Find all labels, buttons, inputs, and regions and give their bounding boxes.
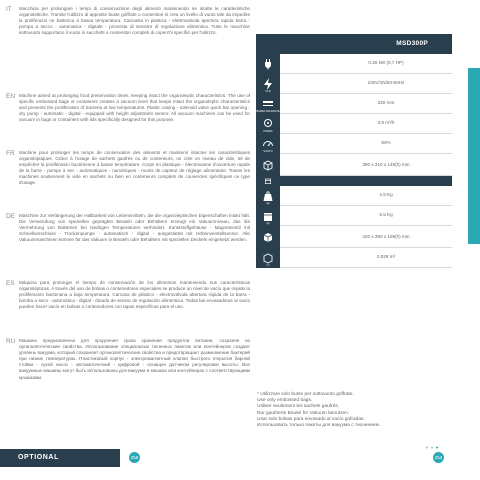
icon-label: BARRA SALDANTE [256,110,280,113]
spec-row-voltage [256,74,452,94]
lang-block-ru [6,338,250,381]
note-it: * Utilizzare solo buste per sottovuoto goffrate. [257,392,354,397]
spec-row-box-dimensions [256,226,452,248]
spec-value: 0,028 m³ [376,254,396,259]
voltage-icon [256,74,280,94]
lang-block-fr [6,150,250,187]
divider-bar [280,176,452,186]
spec-row-pump [256,114,452,134]
spec-row-gross-weight [256,206,452,226]
volume-icon [256,248,280,268]
page-number-left [129,452,140,463]
footer-band [0,449,120,467]
lang-text: Machine pour prolonger les temps de conservation des aliments et maintenir intactes les caractéristiques organoleptiques. Grâce à l'usage de sachets gaufrés ou de conteneurs, on crée un niveau de vide, tel de empêcher la prolifération bactérienne à basse température. Corps en plastique - électrovanne d'ouverture rapide de la barre - pompe à sec - automatiques - numériques - munis de capteur de réglage alimentaire. Toutes les machines soutiennent le vide en sachets ou bien en conteneurs complets de couvercles spécifiques ce type d'usage. [19,150,250,186]
page-dots-icon [424,446,444,449]
note-ru: Использовать только пакеты для вакуума с тиснением. [257,423,381,429]
icon-label: kg [266,222,270,225]
lang-text: Machine aimed at prolonging food preservation times, keeping intact the organoleptic characteristics. The use of specific embossed bags or containers creates a vacuum level that keeps intact the organoleptic characteristics and prevents the proliferation of bacteria at low temperatures. Plastic casing - solenoid valve quick bar opening - dry pump - automatic - digital - equipped with height adjustment sensor. All vacuum machines can be used for vacuum in bags or containers with lids specifically designed for this purpose. [19,93,250,123]
weight-gross-icon [256,206,280,226]
dimensions-icon [256,154,280,176]
lang-text: Macchina per prolungare i tempi di conservazione degli alimenti mantenendo ne intatte le caratteristiche organolettiche. Tramite l'utilizzo di apposite buste goffrate o contenitori si crea un livello di vuoto tale da impedire la proliferazio ne batterica a bassa temperatura. Carcassa in plastica - elettrovalvola apertura rapida barra - pompa a secco - automatica - digitale - provvista di sensore di regolazione alimentica. Tutte le macchine sottovuoto supportano il vuoto in sacchetti o contenitori completi di coperchi specifici per l'utilizzo. [19,6,250,36]
vacuum-gauge-icon [256,134,280,154]
lang-block-it [6,6,250,36]
package-icon [256,176,280,186]
icon-label: POMPA [263,130,273,133]
spec-value: 420 x 350 x 159(h) mm [362,234,410,239]
spec-value: 0,40 kW (0,7 HP) [368,60,404,65]
section-tab [468,68,480,244]
spec-divider [256,176,452,186]
page-number-right [433,452,444,463]
page-number-text: 258 [130,455,139,460]
spec-value: 4,5 Kg [379,192,393,197]
page-number-text: 253 [434,455,443,460]
model-name: MSD300P [396,40,428,47]
lang-block-de [6,213,250,243]
lang-code: EN [6,93,16,100]
spec-row-dimensions [256,154,452,176]
spec-row-power [256,54,452,74]
lang-code: ES [6,280,15,287]
plug-icon [256,54,280,74]
spec-row-net-weight [256,186,452,206]
bag-notes [257,392,457,429]
spec-value: 0,8 m³/h [377,120,395,125]
spec-value: 320 mm [377,100,395,105]
spec-row-sealing-bar [256,94,452,114]
icon-label: VUOTO [263,150,273,153]
sealing-bar-icon [256,94,280,114]
lang-text: Máquina para prolongar el tiempo de conservación de los alimentos manteniendo sus características organolépticas. A través del uso de bolsas o contenedores especiales se produce un nivel de vacío que impide la proliferación bacteriana a baja temperatura. Carcasa de plástico - electroválvula abertura rápida de la barra - bomba a seco - automática - digital - dotado de sensor de regulación alimenticia. Todas las envasadoras al vacío pueden hacer vacío en bolsas o contenedores con tapas específicas para el uso. [19,280,250,310]
footer-label: OPTIONAL [18,454,59,461]
lang-text: Машина предназначена для продления срока хранения продуктов питания, сохраняя их органолептические свойства. Использование специальных тисненых пакетов или контейнеров создает уровень вакуума, который сохраняет органолептические свойства и предотвращает размножение бактерий при низких температурах. Пластиковый корпус - электромагнитный клапан быстрого открытия барной стойки - сухой насос - автоматический - цифровой - оснащен датчиком регулировки высоты. Все вакуумные машины могут быть использованы для вакуума в мешках или контейнерах с соответствующими крышками. [19,338,250,380]
lang-code: DE [6,213,16,220]
note-es: Usar solo bolsas para envasado al vacío gofradas. [257,416,365,422]
spec-value: 5,5 Kg [379,212,393,217]
spec-value: 230V/1N/50-60Hz [367,80,405,85]
spec-value: 390 x 310 x 148(h) mm [362,162,410,167]
lang-code: RU [6,338,16,345]
lang-block-es [6,280,250,310]
icon-label: V-Hz [265,90,271,93]
note-fr: Utiliser seulement les sachets gaufrés. [257,404,340,410]
lang-code: FR [6,150,15,157]
icon-label: kg [266,202,270,205]
note-de: Nur gaufrierte Beutel für Vakuum benutzen. [257,410,350,416]
weight-net-icon [256,186,280,206]
pump-icon [256,114,280,134]
lang-block-en [6,93,250,123]
lang-text: Maschine zur Verlängerung der Haltbarkeit von Lebensmitteln, die die organoleptischen Eigenschaften intakt hält. Die Verwendung von speziellen geprägten Beuteln oder Behältern erzeugt ein Vakuumniveau, das die Vermehrung von Bakterien bei niedrigen Temperaturen verhindert. Kunststoffgehäuse - Magnetventil mit Schnellverschluss - Trockenpumpe - automatisch - digital - ausgestattet mit Höhenverstellsensor. Alle Vakuummaschinen können für das Vakuum in Beuteln oder Behältern mit speziellen Deckeln eingesetzt werden. [19,213,250,243]
spec-row-volume [256,248,452,268]
note-en: Use only embossed bags. [257,398,313,404]
spec-table [256,34,452,268]
icon-label: m³ [266,264,270,267]
lang-code: IT [6,6,12,13]
spec-value: 80% [381,140,391,145]
box-dimensions-icon [256,226,280,248]
spec-row-vacuum [256,134,452,154]
spec-header [256,34,452,54]
